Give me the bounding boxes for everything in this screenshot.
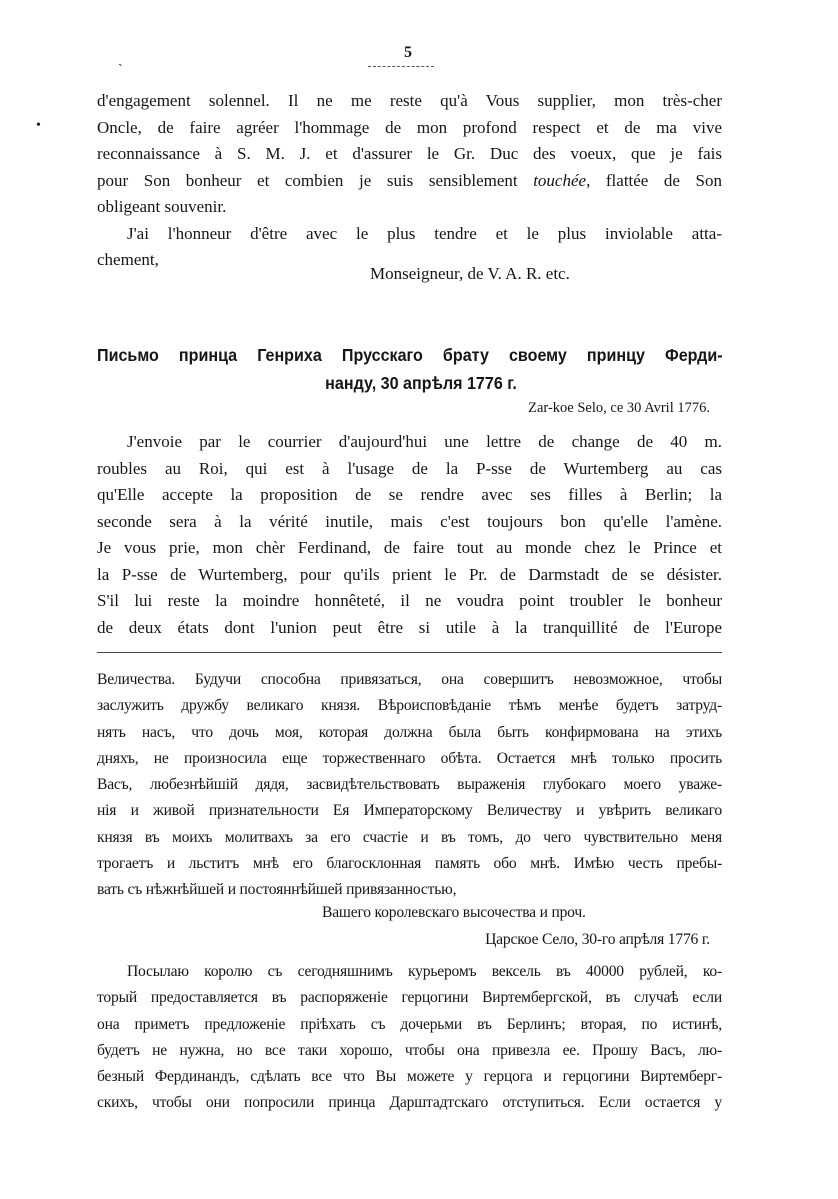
- text-line: скихъ, чтобы они попросили принца Дарштадтскаго отступиться. Если остается у: [97, 1094, 722, 1112]
- text-line: нять насъ, что дочь моя, которая должна была быть конфирмована на этихъ: [97, 723, 722, 741]
- french-continuation: [97, 88, 722, 274]
- text-line: Je vous prie, mon chèr Ferdinand, de faire tout au monde chez le Prince et: [97, 538, 722, 557]
- text-line: будетъ не нужна, но все таки хорошо, чтобы она привезла ее. Прошу Васъ, лю-: [97, 1041, 722, 1059]
- heading-line: нанду, 30 апрѣля 1776 г.: [325, 373, 517, 393]
- text-line: S'il lui reste la moindre honnêteté, il ne voudra point troubler le bonheur: [97, 591, 722, 610]
- text-line: J'envoie par le courrier d'aujourd'hui une lettre de change de 40 m.: [127, 432, 722, 451]
- text-line: заслужить дружбу великаго князя. Вѣроисповѣданіе тѣмъ менѣе будетъ затруд-: [97, 697, 722, 715]
- text-line: chement,: [97, 250, 159, 269]
- text-line: roubles au Roi, qui est à l'usage de la P-sse de Wurtemberg au cas: [97, 458, 722, 478]
- text-line: d'engagement solennel. Il ne me reste qu'à Vous supplier, mon très-cher: [97, 91, 722, 110]
- letter-heading: [97, 341, 723, 397]
- russian-letter: [97, 959, 722, 1117]
- text-line: безный Фердинандъ, сдѣлать все что Вы можете у герцога и герцогини Виртемберг-: [97, 1068, 722, 1086]
- text-line: вать съ нѣжнѣйшей и постояннѣйшей привязанностью,: [97, 881, 457, 899]
- text-line: la P-sse de Wurtemberg, pour qu'ils prient le Pr. de Darmstadt de se désister.: [97, 564, 722, 584]
- text-line: торый предоставляется въ распоряженіе герцогини Виртембергской, въ случаѣ если: [97, 989, 722, 1007]
- text-line: reconnaissance à S. M. J. et d'assurer le Gr. Duc des voeux, que je fais: [97, 144, 722, 163]
- stray-mark: ˏ: [118, 52, 123, 67]
- french-closing: Monseigneur, de V. A. R. etc.: [370, 264, 570, 283]
- text-line: obligeant souvenir.: [97, 197, 227, 216]
- heading-line: Письмо принца Генриха Прусскаго брату своему принцу Ферди-: [97, 345, 723, 365]
- text-line: Величества. Будучи способна привязаться, она совершитъ невозможное, чтобы: [97, 671, 722, 688]
- russian-closing: Вашего королевскаго высочества и проч.: [322, 904, 586, 921]
- text-line: de deux états dont l'union peut être si utile à la tranquillité de l'Europe: [97, 617, 722, 637]
- text-line: seconde sera à la vérité inutile, mais c'est toujours bon qu'elle l'amène.: [97, 511, 722, 531]
- text-line: J'ai l'honneur d'être avec le plus tendre et le plus inviolable atta-: [127, 223, 722, 243]
- text-line: Oncle, de faire agréer l'hommage de mon profond respect et de ma vive: [97, 117, 722, 137]
- russian-translation: [97, 667, 722, 904]
- page-number-rule: [368, 66, 434, 67]
- text-line: она приметъ предложеніе пріѣхать съ дочерьми въ Берлинъ; вторая, по истинѣ,: [97, 1015, 722, 1033]
- stray-dot: •: [36, 118, 41, 133]
- text-line: дняхъ, не произносила еще торжественнаго обѣта. Остается мнѣ только просить: [97, 749, 722, 767]
- text-line: князя въ моихъ молитвахъ за его счастіе и въ томъ, до чего чувствительно меня: [97, 828, 722, 846]
- text-line: pour Son bonheur et combien je suis sensiblement touchée, flattée de Son: [97, 170, 722, 190]
- french-letter-date: Zar-koe Selo, ce 30 Avril 1776.: [528, 400, 710, 416]
- footnote-separator: [97, 652, 722, 653]
- french-letter: [97, 429, 722, 641]
- text-line: qu'Elle accepte la proposition de se rendre avec ses filles à Berlin; la: [97, 485, 722, 504]
- page-number: 5: [404, 44, 412, 61]
- text-line: трогаетъ и льститъ мнѣ его благосклонная память обо мнѣ. Имѣю честь пребы-: [97, 855, 722, 873]
- text-line: нія и живой признательности Ея Императорскому Величеству и увѣрить великаго: [97, 802, 722, 820]
- text-line: Васъ, любезнѣйшій дядя, засвидѣтельствовать выраженія глубокаго моего уваже-: [97, 776, 722, 794]
- text-line: Посылаю королю съ сегодняшнимъ курьеромъ вексель въ 40000 рублей, ко-: [127, 963, 722, 980]
- russian-letter-date: Царское Село, 30-го апрѣля 1776 г.: [485, 931, 710, 948]
